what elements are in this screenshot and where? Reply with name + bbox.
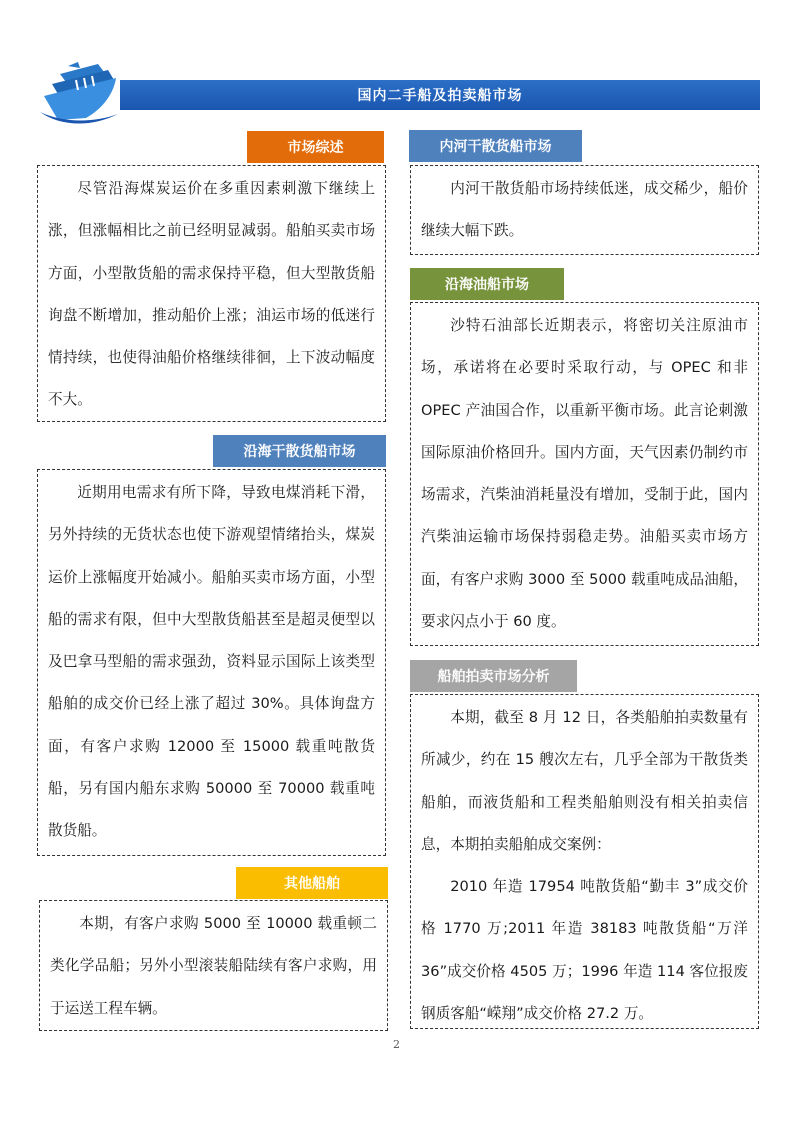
section-text: 沙特石油部长近期表示，将密切关注原油市场，承诺将在必要时采取行动，与 OPEC 和非 OPEC 产油国合作，以重新平衡市场。此言论刺激国际原油价格回升。国内方面，天气因素仍制约市场需求，汽柴油消耗量没有增加，受制于此，国内汽柴油运输市场保持弱稳走势。油船买卖市场方面，有客户求购 3000 至 5000 载重吨成品油船，要求闪点小于 60 度。 xyxy=(421,317,748,631)
section-box-inland-dry-bulk xyxy=(410,165,759,255)
section-text: 内河干散货船市场持续低迷，成交稀少，船价继续大幅下跌。 xyxy=(421,180,748,240)
section-box-coastal-dry-bulk xyxy=(37,469,386,856)
section-tag-coastal-tanker: 沿海油船市场 xyxy=(410,268,564,300)
section-tag-coastal-dry-bulk: 沿海干散货船市场 xyxy=(213,435,386,467)
section-text-1: 本期，截至 8 月 12 日，各类船舶拍卖数量有所减少，约在 15 艘次左右，几乎全部为干散货类船舶，而液货船和工程类船舶则没有相关拍卖信息，本期拍卖船舶成交案例： xyxy=(421,709,748,853)
page-header-title: 国内二手船及拍卖船市场 xyxy=(120,80,760,110)
section-box-other-ships xyxy=(39,900,388,1031)
page-number: 2 xyxy=(393,1038,400,1051)
section-tag-auction: 船舶拍卖市场分析 xyxy=(410,660,577,692)
section-tag-other-ships: 其他船舶 xyxy=(236,867,388,899)
section-tag-inland-dry-bulk: 内河干散货船市场 xyxy=(409,130,582,162)
section-box-coastal-tanker xyxy=(410,302,759,646)
section-text: 尽管沿海煤炭运价在多重因素刺激下继续上涨，但涨幅相比之前已经明显减弱。船舶买卖市场方面，小型散货船的需求保持平稳，但大型散货船询盘不断增加，推动船价上涨；油运市场的低迷行情持续，也使得油船价格继续徘徊，上下波动幅度不大。 xyxy=(48,180,375,409)
section-box-market-overview xyxy=(37,165,386,422)
section-text: 近期用电需求有所下降，导致电煤消耗下滑，另外持续的无货状态也使下游观望情绪抬头，煤炭运价上涨幅度开始减小。船舶买卖市场方面，小型船的需求有限，但中大型散货船甚至是超灵便型以及巴拿马型船的需求强劲，资料显示国际上该类型船舶的成交价已经上涨了超过 30%。具体询盘方面，有客户求购 12000 至 15000 载重吨散货船，另有国内船东求购 50000 至 70000 载重吨散货船。 xyxy=(48,484,375,840)
ship-logo-icon xyxy=(38,62,120,128)
section-text-2: 2010 年造 17954 吨散货船“勤丰 3”成交价格 1770 万;2011 年造 38183 吨散货船“万洋 36”成交价格 4505 万；1996 年造 114 客位报废钢质客船“嵘翔”成交价格 27.2 万。 xyxy=(421,878,748,1023)
section-text: 本期，有客户求购 5000 至 10000 载重顿二类化学品船；另外小型滚装船陆续有客户求购，用于运送工程车辆。 xyxy=(50,915,377,1017)
section-tag-market-overview: 市场综述 xyxy=(247,131,384,163)
section-box-auction xyxy=(410,694,759,1029)
